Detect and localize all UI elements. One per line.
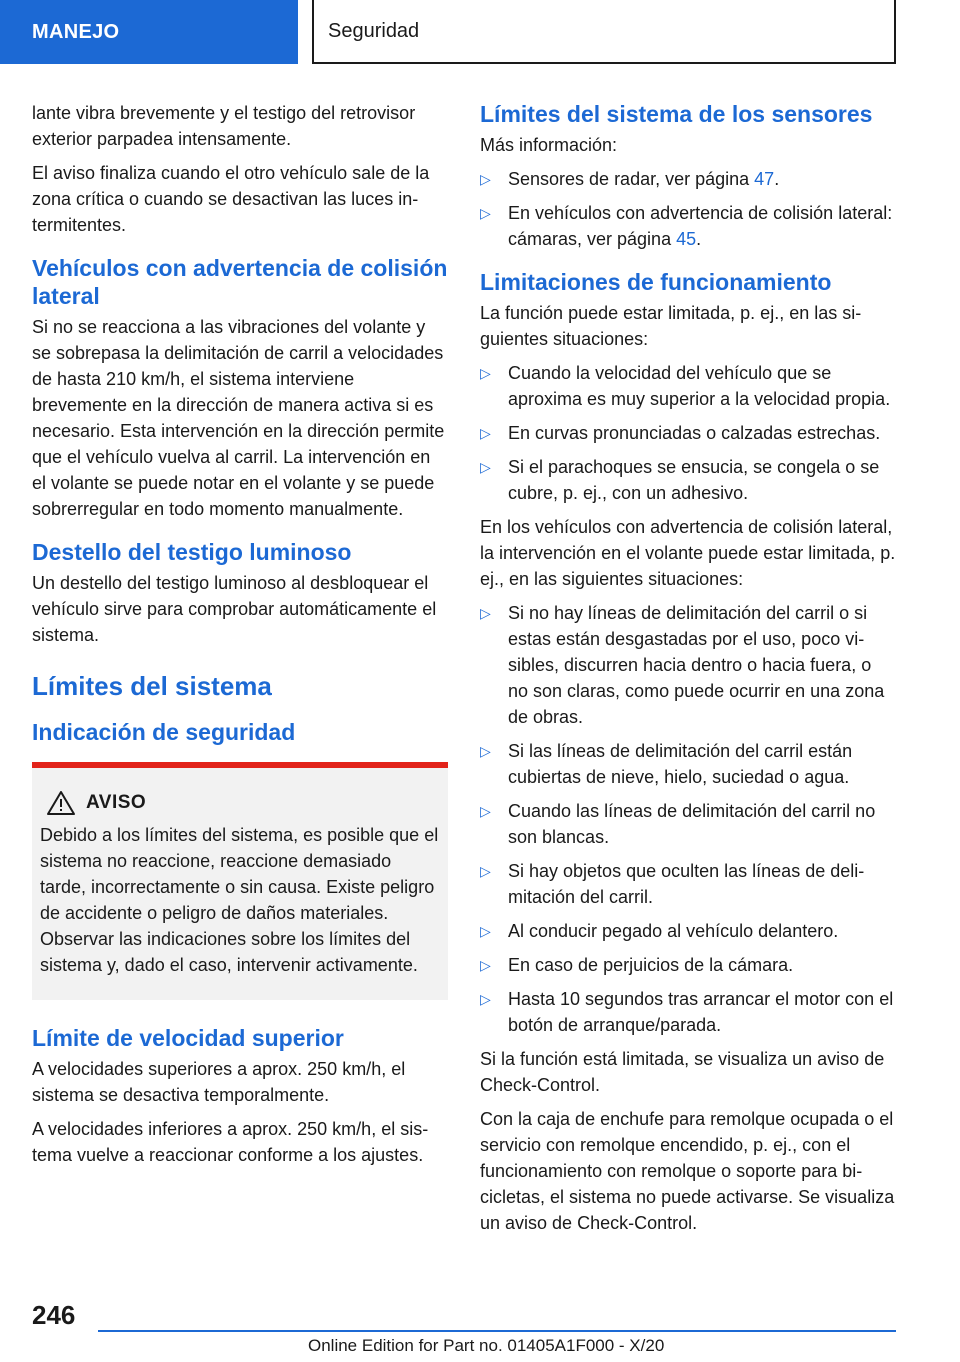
list-item: ▷ Sensores de radar, ver página 47. [480,166,896,192]
triangle-bullet-icon: ▷ [480,991,491,1007]
page-link[interactable]: 45 [676,229,697,249]
paragraph: La función puede estar limitada, p. ej., en las siguientes situaciones: [480,303,862,349]
warning-text: Debido a los límites del sistema, es posible que el sistema no reaccione, reaccione demasiado tarde, incorrectamente o sin causa. Existe peligro de accidente o peligro de daños materiales. Observar las indicaciones sobre los límites del sistema y, dado el caso, intervenir activamente. [40,825,439,975]
paragraph: Un destello del testigo luminoso al desbloquear el vehículo sirve para comprobar automáticamente el sistema. [32,573,437,645]
heading-system-limits: Límites del sistema [32,671,272,701]
warning-title: AVISO [86,792,147,813]
triangle-bullet-icon: ▷ [480,171,491,187]
page-number: 246 [32,1300,76,1330]
warning-triangle-icon [46,790,76,816]
list-item: ▷ Cuando las líneas de delimitación del carril no son blancas. [480,798,896,850]
triangle-bullet-icon: ▷ [480,605,491,621]
triangle-bullet-icon: ▷ [480,205,491,221]
footer-edition: Online Edition for Part no. 01405A1F000 - X/20 [308,1336,665,1355]
list-item: ▷ Si hay objetos que oculten las líneas de delimitación del carril. [480,858,896,910]
triangle-bullet-icon: ▷ [480,365,491,381]
section-title: Seguridad [312,0,896,64]
paragraph: Si no se reacciona a las vibraciones del volante y se sobrepasa la delimitación de carril a velocidades de hasta 210 km/h, el sistema interviene brevemente en la dirección de manera activa si es necesario. Esta intervención en la dirección permite que el vehículo vuelva al carril. La intervención en el volante se puede notar en el volante y se puede sobrerregular en todo momento manualmente. [32,317,445,519]
heading-sensor-limits: Límites del sistema de los sensores [480,101,873,127]
side-collision-limit-list [480,600,896,1038]
list-item: ▷ Si el parachoques se ensucia, se congela o se cubre, p. ej., con un adhesivo. [480,454,896,506]
triangle-bullet-icon: ▷ [480,425,491,441]
paragraph: A velocidades inferiores a aprox. 250 km/h, el sistema vuelve a reaccionar conforme a los ajustes. [32,1119,429,1165]
heading-safety-note: Indicación de seguridad [32,719,296,745]
list-item: ▷ En curvas pronunciadas o calzadas estrechas. [480,420,896,446]
triangle-bullet-icon: ▷ [480,459,491,475]
chapter-tab[interactable]: MANEJO [0,0,298,64]
list-item: ▷ Si las líneas de delimitación del carril están cubiertas de nieve, hielo, suciedad o agua. [480,738,896,790]
list-item: ▷ Al conducir pegado al vehículo delantero. [480,918,896,944]
paragraph: Más información: [480,135,618,155]
list-item: ▷ Si no hay líneas de delimitación del carril o si estas están desgastadas por el uso, poco visibles, discurren hacia dentro o hacia fuera, o no son claras, como puede ocurrir en una zona de obras. [480,600,896,730]
function-limit-list [480,360,896,506]
page-link[interactable]: 47 [754,169,775,189]
paragraph: lante vibra brevemente y el testigo del retrovisor exterior parpadea intensamente. [32,103,416,149]
paragraph: Con la caja de enchufe para remolque ocupada o el servicio con remolque encendido, p. ej., con el funcionamiento con remolque o soporte para bicicletas, el sistema no puede activarse. Se visualiza un aviso de Check-Control. [480,1109,895,1233]
triangle-bullet-icon: ▷ [480,923,491,939]
list-item: ▷ En vehículos con advertencia de colisión lateral: cámaras, ver página 45. [480,200,896,252]
triangle-bullet-icon: ▷ [480,743,491,759]
triangle-bullet-icon: ▷ [480,863,491,879]
warning-box [32,762,448,1000]
paragraph: Si la función está limitada, se visualiza un aviso de Check-Control. [480,1049,885,1095]
triangle-bullet-icon: ▷ [480,957,491,973]
paragraph: A velocidades superiores a aprox. 250 km/h, el sistema se desactiva temporalmente. [32,1059,406,1105]
heading-side-collision: Vehículos con advertencia de colisión lateral [32,255,448,309]
paragraph: En los vehículos con advertencia de colisión lateral, la intervención en el volante puede estar limitada, p. ej., en las siguientes situaciones: [480,517,896,589]
heading-function-limits: Limitaciones de funcionamiento [480,269,832,295]
triangle-bullet-icon: ▷ [480,803,491,819]
list-item: ▷ Hasta 10 segundos tras arrancar el motor con el botón de arranque/parada. [480,986,896,1038]
paragraph: El aviso finaliza cuando el otro vehículo sale de la zona crítica o cuando se desactivan las luces intermitentes. [32,163,430,235]
heading-indicator-flash: Destello del testigo luminoso [32,539,352,565]
heading-speed-limit: Límite de velocidad superior [32,1025,344,1051]
list-item: ▷ Cuando la velocidad del vehículo que se aproxima es muy superior a la velocidad propia. [480,360,896,412]
left-column [32,100,448,1176]
warning-header [46,790,440,816]
footer-divider [98,1330,896,1332]
right-column [480,100,896,1244]
list-item: ▷ En caso de perjuicios de la cámara. [480,952,896,978]
sensor-list [480,166,896,252]
